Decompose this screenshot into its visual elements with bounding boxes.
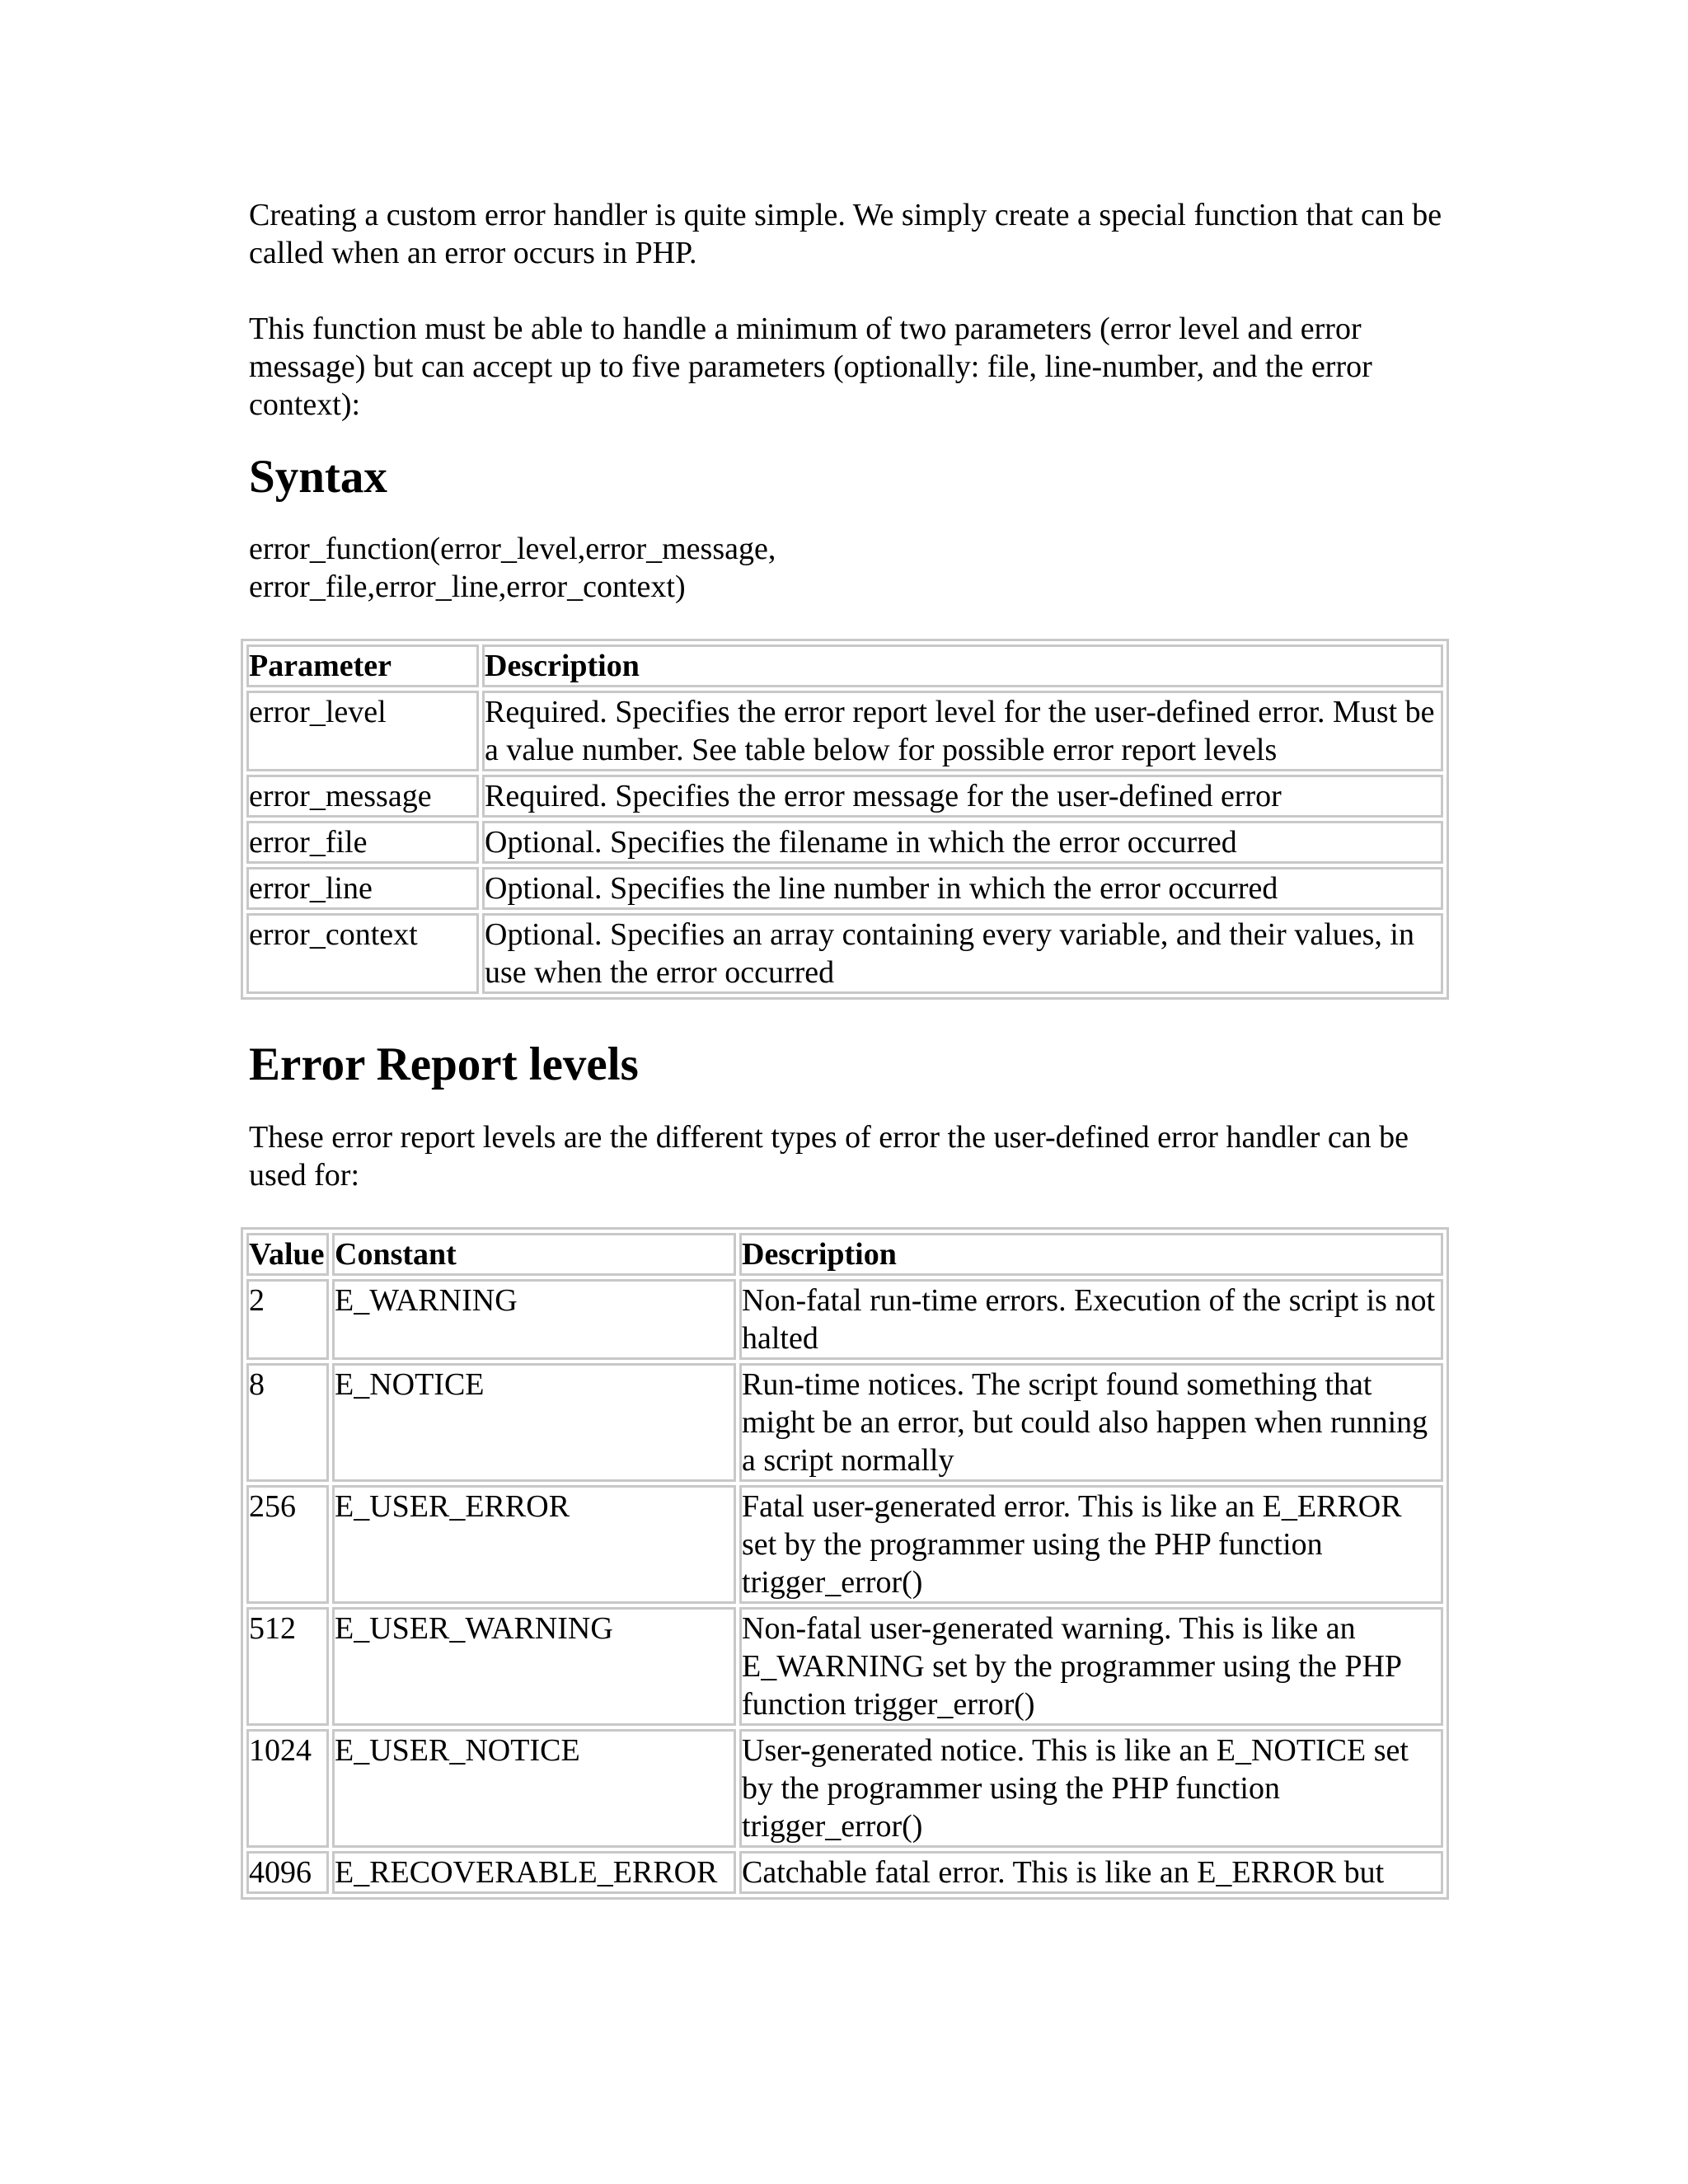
param-description: Required. Specifies the error message for the user-defined error [482,775,1443,818]
level-constant: E_USER_WARNING [332,1607,736,1726]
level-constant: E_NOTICE [332,1363,736,1482]
level-value: 512 [246,1607,329,1726]
table-row [246,775,1443,818]
param-description: Optional. Specifies an array containing every variable, and their values, in use when the error occurred [482,913,1443,994]
level-description: Non-fatal run-time errors. Execution of the script is not halted [739,1279,1443,1360]
syntax-line-1: error_function(error_level,error_message, [249,532,776,566]
syntax-line-2: error_file,error_line,error_context) [249,569,686,604]
table-row [246,1363,1443,1482]
param-description: Optional. Specifies the filename in which the error occurred [482,821,1443,864]
param-name: error_message [246,775,479,818]
param-name: error_line [246,867,479,910]
error-report-levels-heading: Error Report levels [249,1038,639,1090]
column-header-constant: Constant [332,1233,736,1276]
table-row [246,821,1443,864]
table-row [246,913,1443,994]
table-row [246,1729,1443,1848]
intro-paragraph-2: This function must be able to handle a minimum of two parameters (error level and error message) but can accept up to five parameters (optionally: file, line-number, and the error context): [249,312,1372,422]
levels-intro-paragraph: These error report levels are the different types of error the user-defined error handler can be used for: [249,1120,1409,1193]
level-value: 1024 [246,1729,329,1848]
table-row [246,1851,1443,1894]
param-name: error_file [246,821,479,864]
level-description: Catchable fatal error. This is like an E_ERROR but [739,1851,1443,1894]
level-constant: E_RECOVERABLE_ERROR [332,1851,736,1894]
table-row [246,691,1443,771]
document-page [249,196,1449,1900]
level-description: User-generated notice. This is like an E_NOTICE set by the programmer using the PHP function trigger_error() [739,1729,1443,1848]
param-name: error_level [246,691,479,771]
error-levels-table [241,1227,1449,1900]
level-value: 4096 [246,1851,329,1894]
table-header-row [246,1233,1443,1276]
param-description: Required. Specifies the error report level for the user-defined error. Must be a value number. See table below for possible error report levels [482,691,1443,771]
level-constant: E_USER_ERROR [332,1485,736,1604]
column-header-parameter: Parameter [246,644,479,687]
level-value: 8 [246,1363,329,1482]
syntax-heading: Syntax [249,451,387,503]
table-row [246,1279,1443,1360]
param-name: error_context [246,913,479,994]
column-header-description: Description [482,644,1443,687]
table-header-row [246,644,1443,687]
table-row [246,1607,1443,1726]
level-description: Fatal user-generated error. This is like an E_ERROR set by the programmer using the PHP function trigger_error() [739,1485,1443,1604]
param-description: Optional. Specifies the line number in which the error occurred [482,867,1443,910]
column-header-description: Description [739,1233,1443,1276]
level-constant: E_WARNING [332,1279,736,1360]
table-row [246,1485,1443,1604]
syntax-code [249,530,1449,606]
intro-paragraph-1: Creating a custom error handler is quite simple. We simply create a special function that can be called when an error occurs in PHP. [249,198,1442,270]
parameters-table [241,639,1449,1000]
column-header-value: Value [246,1233,329,1276]
level-description: Non-fatal user-generated warning. This is like an E_WARNING set by the programmer using the PHP function trigger_error() [739,1607,1443,1726]
level-constant: E_USER_NOTICE [332,1729,736,1848]
level-description: Run-time notices. The script found something that might be an error, but could also happen when running a script normally [739,1363,1443,1482]
level-value: 256 [246,1485,329,1604]
table-row [246,867,1443,910]
level-value: 2 [246,1279,329,1360]
